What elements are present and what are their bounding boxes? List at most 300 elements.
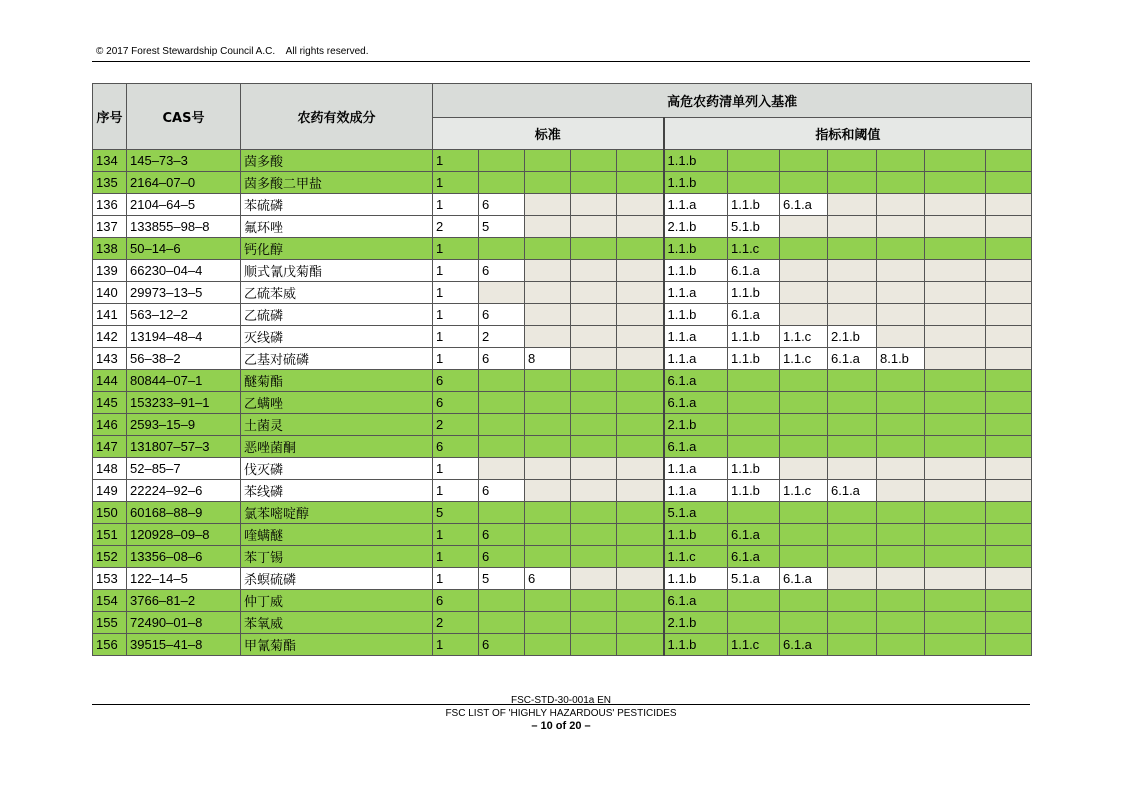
indicator-cell: 1.1.b <box>664 260 728 282</box>
cas-number: 72490–01–8 <box>127 612 241 634</box>
indicator-cell <box>986 326 1032 348</box>
criterion-cell <box>479 612 525 634</box>
indicator-cell <box>986 546 1032 568</box>
indicator-cell <box>986 304 1032 326</box>
criterion-cell <box>617 480 664 502</box>
indicator-cell <box>986 260 1032 282</box>
indicator-cell: 6.1.a <box>728 546 780 568</box>
ingredient-name: 苯氧威 <box>241 612 433 634</box>
indicator-cell <box>986 436 1032 458</box>
criterion-cell <box>571 436 617 458</box>
table-row <box>93 348 1032 370</box>
criterion-cell: 6 <box>479 194 525 216</box>
indicator-cell <box>728 150 780 172</box>
indicator-cell <box>828 458 877 480</box>
criterion-cell: 5 <box>433 502 479 524</box>
indicator-cell <box>780 216 828 238</box>
indicator-cell <box>925 480 986 502</box>
criterion-cell <box>525 304 571 326</box>
indicator-cell: 1.1.a <box>664 282 728 304</box>
criterion-cell: 1 <box>433 260 479 282</box>
table-row <box>93 194 1032 216</box>
cas-number: 120928–09–8 <box>127 524 241 546</box>
indicator-cell: 5.1.b <box>728 216 780 238</box>
criterion-cell <box>525 282 571 304</box>
table-row <box>93 546 1032 568</box>
row-number: 137 <box>93 216 127 238</box>
indicator-cell: 1.1.c <box>780 326 828 348</box>
cas-number: 122–14–5 <box>127 568 241 590</box>
indicator-cell <box>877 260 925 282</box>
row-number: 154 <box>93 590 127 612</box>
indicator-cell <box>925 370 986 392</box>
table-row <box>93 612 1032 634</box>
indicator-cell <box>728 612 780 634</box>
criterion-cell <box>525 150 571 172</box>
cas-number: 2164–07–0 <box>127 172 241 194</box>
cas-number: 153233–91–1 <box>127 392 241 414</box>
criterion-cell <box>617 194 664 216</box>
indicator-cell <box>728 414 780 436</box>
criterion-cell <box>571 502 617 524</box>
criterion-cell <box>571 414 617 436</box>
criterion-cell <box>617 260 664 282</box>
criterion-cell <box>525 216 571 238</box>
table-body <box>93 150 1032 656</box>
criterion-cell <box>571 260 617 282</box>
indicator-cell: 2.1.b <box>664 612 728 634</box>
indicator-cell <box>877 458 925 480</box>
row-number: 140 <box>93 282 127 304</box>
criterion-cell <box>479 590 525 612</box>
indicator-cell <box>828 392 877 414</box>
cas-number: 50–14–6 <box>127 238 241 260</box>
row-number: 147 <box>93 436 127 458</box>
criterion-cell <box>617 436 664 458</box>
indicator-cell <box>877 194 925 216</box>
criterion-cell <box>525 612 571 634</box>
ingredient-name: 氟环唑 <box>241 216 433 238</box>
indicator-cell: 6.1.a <box>828 348 877 370</box>
row-number: 141 <box>93 304 127 326</box>
cas-number: 3766–81–2 <box>127 590 241 612</box>
indicator-cell: 1.1.b <box>728 348 780 370</box>
criterion-cell <box>525 172 571 194</box>
indicator-cell <box>828 216 877 238</box>
indicator-cell: 2.1.b <box>664 414 728 436</box>
indicator-cell: 1.1.c <box>728 634 780 656</box>
criterion-cell <box>525 370 571 392</box>
indicator-cell <box>986 370 1032 392</box>
criterion-cell: 1 <box>433 568 479 590</box>
indicator-cell: 1.1.b <box>728 326 780 348</box>
criterion-cell <box>571 568 617 590</box>
table-row <box>93 172 1032 194</box>
indicator-cell <box>828 260 877 282</box>
criterion-cell: 1 <box>433 282 479 304</box>
cas-number: 133855–98–8 <box>127 216 241 238</box>
criterion-cell <box>479 282 525 304</box>
criterion-cell <box>571 238 617 260</box>
indicator-cell: 5.1.a <box>728 568 780 590</box>
indicator-cell: 1.1.c <box>728 238 780 260</box>
indicator-cell <box>728 172 780 194</box>
criterion-cell <box>617 282 664 304</box>
row-number: 151 <box>93 524 127 546</box>
indicator-cell <box>877 480 925 502</box>
indicator-cell: 1.1.b <box>664 238 728 260</box>
criterion-cell: 6 <box>433 590 479 612</box>
cas-number: 131807–57–3 <box>127 436 241 458</box>
indicator-cell <box>780 414 828 436</box>
criterion-cell <box>479 370 525 392</box>
indicator-cell <box>828 634 877 656</box>
indicator-cell: 6.1.a <box>664 436 728 458</box>
cas-number: 52–85–7 <box>127 458 241 480</box>
indicator-cell <box>877 282 925 304</box>
ingredient-name: 醚菊酯 <box>241 370 433 392</box>
indicator-cell: 1.1.c <box>664 546 728 568</box>
indicator-cell <box>986 480 1032 502</box>
ingredient-name: 杀螟硫磷 <box>241 568 433 590</box>
criterion-cell: 5 <box>479 568 525 590</box>
indicator-cell: 6.1.a <box>664 590 728 612</box>
indicator-cell <box>780 238 828 260</box>
indicator-cell: 1.1.b <box>728 194 780 216</box>
criterion-cell <box>617 172 664 194</box>
table-row <box>93 458 1032 480</box>
indicator-cell <box>925 326 986 348</box>
criterion-cell <box>617 238 664 260</box>
table-row <box>93 326 1032 348</box>
criterion-cell <box>571 590 617 612</box>
indicator-cell <box>925 348 986 370</box>
indicator-cell <box>925 634 986 656</box>
ingredient-name: 恶唑菌酮 <box>241 436 433 458</box>
criterion-cell <box>479 172 525 194</box>
col-header-indicators: 指标和阈值 <box>664 118 1032 150</box>
indicator-cell <box>780 282 828 304</box>
cas-number: 66230–04–4 <box>127 260 241 282</box>
criterion-cell: 6 <box>433 370 479 392</box>
indicator-cell <box>828 612 877 634</box>
criterion-cell <box>617 612 664 634</box>
indicator-cell: 6.1.a <box>780 634 828 656</box>
indicator-cell <box>986 216 1032 238</box>
criterion-cell <box>479 458 525 480</box>
criterion-cell: 1 <box>433 172 479 194</box>
indicator-cell <box>780 458 828 480</box>
row-number: 146 <box>93 414 127 436</box>
indicator-cell <box>877 304 925 326</box>
indicator-cell: 6.1.a <box>728 304 780 326</box>
cas-number: 13356–08–6 <box>127 546 241 568</box>
indicator-cell: 6.1.a <box>728 524 780 546</box>
indicator-cell <box>925 612 986 634</box>
cas-number: 563–12–2 <box>127 304 241 326</box>
indicator-cell <box>877 590 925 612</box>
table-row <box>93 568 1032 590</box>
criterion-cell <box>571 348 617 370</box>
indicator-cell <box>925 590 986 612</box>
ingredient-name: 甲氰菊酯 <box>241 634 433 656</box>
criterion-cell <box>617 348 664 370</box>
indicator-cell <box>780 172 828 194</box>
row-number: 136 <box>93 194 127 216</box>
table-row <box>93 392 1032 414</box>
indicator-cell <box>828 150 877 172</box>
criterion-cell <box>525 502 571 524</box>
criterion-cell <box>617 392 664 414</box>
indicator-cell <box>925 524 986 546</box>
criterion-cell <box>525 238 571 260</box>
criterion-cell <box>617 590 664 612</box>
criterion-cell <box>525 436 571 458</box>
criterion-cell: 5 <box>479 216 525 238</box>
cas-number: 145–73–3 <box>127 150 241 172</box>
criterion-cell: 6 <box>479 348 525 370</box>
indicator-cell <box>780 304 828 326</box>
row-number: 135 <box>93 172 127 194</box>
indicator-cell: 6.1.a <box>664 370 728 392</box>
row-number: 156 <box>93 634 127 656</box>
row-number: 149 <box>93 480 127 502</box>
indicator-cell <box>828 304 877 326</box>
indicator-cell <box>877 216 925 238</box>
indicator-cell: 6.1.a <box>780 194 828 216</box>
cas-number: 13194–48–4 <box>127 326 241 348</box>
indicator-cell <box>828 194 877 216</box>
criterion-cell <box>525 524 571 546</box>
ingredient-name: 钙化醇 <box>241 238 433 260</box>
indicator-cell: 6.1.a <box>780 568 828 590</box>
criterion-cell <box>571 392 617 414</box>
criterion-cell <box>571 480 617 502</box>
indicator-cell <box>828 282 877 304</box>
row-number: 150 <box>93 502 127 524</box>
indicator-cell <box>780 392 828 414</box>
criterion-cell: 6 <box>479 304 525 326</box>
indicator-cell <box>986 414 1032 436</box>
indicator-cell <box>828 524 877 546</box>
indicator-cell <box>828 370 877 392</box>
indicator-cell: 1.1.b <box>728 282 780 304</box>
indicator-cell <box>925 194 986 216</box>
cas-number: 2104–64–5 <box>127 194 241 216</box>
footer-rule <box>92 704 1030 705</box>
indicator-cell <box>828 502 877 524</box>
criterion-cell <box>479 414 525 436</box>
criterion-cell <box>617 502 664 524</box>
criterion-cell <box>479 436 525 458</box>
indicator-cell: 1.1.a <box>664 458 728 480</box>
criterion-cell <box>525 634 571 656</box>
indicator-cell: 6.1.a <box>728 260 780 282</box>
criterion-cell: 6 <box>433 392 479 414</box>
indicator-cell <box>925 392 986 414</box>
criterion-cell: 1 <box>433 458 479 480</box>
indicator-cell <box>925 216 986 238</box>
table-row <box>93 414 1032 436</box>
criterion-cell: 6 <box>479 260 525 282</box>
row-number: 143 <box>93 348 127 370</box>
criterion-cell <box>617 326 664 348</box>
footer-page-number: – 10 of 20 – <box>531 720 591 732</box>
ingredient-name: 土菌灵 <box>241 414 433 436</box>
criterion-cell: 1 <box>433 480 479 502</box>
cas-number: 22224–92–6 <box>127 480 241 502</box>
indicator-cell <box>780 612 828 634</box>
indicator-cell <box>877 238 925 260</box>
table-row <box>93 260 1032 282</box>
indicator-cell <box>877 150 925 172</box>
criterion-cell <box>617 304 664 326</box>
indicator-cell: 1.1.b <box>664 172 728 194</box>
criterion-cell <box>617 458 664 480</box>
indicator-cell <box>986 282 1032 304</box>
indicator-cell <box>986 612 1032 634</box>
indicator-cell <box>877 634 925 656</box>
indicator-cell <box>925 282 986 304</box>
indicator-cell <box>925 260 986 282</box>
col-header-name: 农药有效成分 <box>241 84 433 150</box>
criterion-cell <box>617 370 664 392</box>
indicator-cell <box>828 414 877 436</box>
ingredient-name: 伐灭磷 <box>241 458 433 480</box>
indicator-cell <box>877 502 925 524</box>
criterion-cell: 1 <box>433 546 479 568</box>
table-row <box>93 502 1032 524</box>
ingredient-name: 氯苯嘧啶醇 <box>241 502 433 524</box>
indicator-cell <box>828 436 877 458</box>
footer-doc-code: FSC-STD-30-001a EN <box>510 695 612 706</box>
ingredient-name: 仲丁威 <box>241 590 433 612</box>
indicator-cell <box>728 502 780 524</box>
ingredient-name: 苯丁锡 <box>241 546 433 568</box>
criterion-cell <box>525 458 571 480</box>
cas-number: 80844–07–1 <box>127 370 241 392</box>
indicator-cell <box>728 590 780 612</box>
indicator-cell <box>986 524 1032 546</box>
criterion-cell: 6 <box>479 524 525 546</box>
row-number: 145 <box>93 392 127 414</box>
criterion-cell: 1 <box>433 634 479 656</box>
indicator-cell <box>828 568 877 590</box>
criterion-cell: 2 <box>433 414 479 436</box>
criterion-cell <box>479 150 525 172</box>
header-rule <box>92 61 1030 62</box>
criterion-cell <box>617 568 664 590</box>
indicator-cell: 2.1.b <box>828 326 877 348</box>
ingredient-name: 灭线磷 <box>241 326 433 348</box>
criterion-cell <box>525 546 571 568</box>
indicator-cell <box>986 238 1032 260</box>
criterion-cell <box>571 326 617 348</box>
row-number: 134 <box>93 150 127 172</box>
criterion-cell <box>525 480 571 502</box>
indicator-cell <box>877 568 925 590</box>
criterion-cell <box>617 546 664 568</box>
criterion-cell: 1 <box>433 194 479 216</box>
criterion-cell <box>525 194 571 216</box>
ingredient-name: 苯硫磷 <box>241 194 433 216</box>
indicator-cell <box>780 502 828 524</box>
copyright-notice: © 2017 Forest Stewardship Council A.C. All rights reserved. <box>96 46 369 57</box>
row-number: 144 <box>93 370 127 392</box>
table-row <box>93 216 1032 238</box>
row-number: 155 <box>93 612 127 634</box>
criterion-cell <box>571 634 617 656</box>
indicator-cell: 1.1.c <box>780 348 828 370</box>
criterion-cell <box>571 172 617 194</box>
indicator-cell <box>877 326 925 348</box>
indicator-cell <box>828 546 877 568</box>
indicator-cell: 5.1.a <box>664 502 728 524</box>
criterion-cell <box>571 150 617 172</box>
criterion-cell: 1 <box>433 524 479 546</box>
indicator-cell <box>828 590 877 612</box>
footer-doc-title: FSC LIST OF 'HIGHLY HAZARDOUS' PESTICIDES <box>445 708 677 719</box>
table-row <box>93 370 1032 392</box>
criterion-cell <box>571 304 617 326</box>
ingredient-name: 顺式氰戊菊酯 <box>241 260 433 282</box>
criterion-cell <box>571 612 617 634</box>
criterion-cell: 1 <box>433 348 479 370</box>
criterion-cell <box>617 150 664 172</box>
indicator-cell <box>986 458 1032 480</box>
criterion-cell: 2 <box>433 612 479 634</box>
indicator-cell <box>925 568 986 590</box>
ingredient-name: 茵多酸 <box>241 150 433 172</box>
indicator-cell: 1.1.b <box>728 480 780 502</box>
indicator-cell <box>728 436 780 458</box>
indicator-cell <box>877 612 925 634</box>
criterion-cell <box>479 238 525 260</box>
table-row <box>93 238 1032 260</box>
indicator-cell: 1.1.a <box>664 348 728 370</box>
table-row <box>93 524 1032 546</box>
indicator-cell: 2.1.b <box>664 216 728 238</box>
indicator-cell <box>986 172 1032 194</box>
criterion-cell <box>571 546 617 568</box>
indicator-cell <box>986 348 1032 370</box>
indicator-cell <box>925 150 986 172</box>
indicator-cell <box>986 568 1032 590</box>
table-row <box>93 282 1032 304</box>
table-row <box>93 590 1032 612</box>
indicator-cell: 1.1.b <box>728 458 780 480</box>
criterion-cell: 6 <box>479 480 525 502</box>
criterion-cell <box>479 502 525 524</box>
row-number: 142 <box>93 326 127 348</box>
col-header-group: 高危农药清单列入基准 <box>433 84 1032 118</box>
indicator-cell <box>925 546 986 568</box>
criterion-cell <box>479 392 525 414</box>
row-number: 148 <box>93 458 127 480</box>
indicator-cell <box>986 502 1032 524</box>
indicator-cell <box>925 458 986 480</box>
criterion-cell <box>525 326 571 348</box>
criterion-cell: 6 <box>479 546 525 568</box>
ingredient-name: 苯线磷 <box>241 480 433 502</box>
indicator-cell <box>877 414 925 436</box>
criterion-cell: 6 <box>525 568 571 590</box>
indicator-cell <box>877 370 925 392</box>
indicator-cell <box>780 260 828 282</box>
indicator-cell <box>986 194 1032 216</box>
cas-number: 2593–15–9 <box>127 414 241 436</box>
table-row <box>93 634 1032 656</box>
